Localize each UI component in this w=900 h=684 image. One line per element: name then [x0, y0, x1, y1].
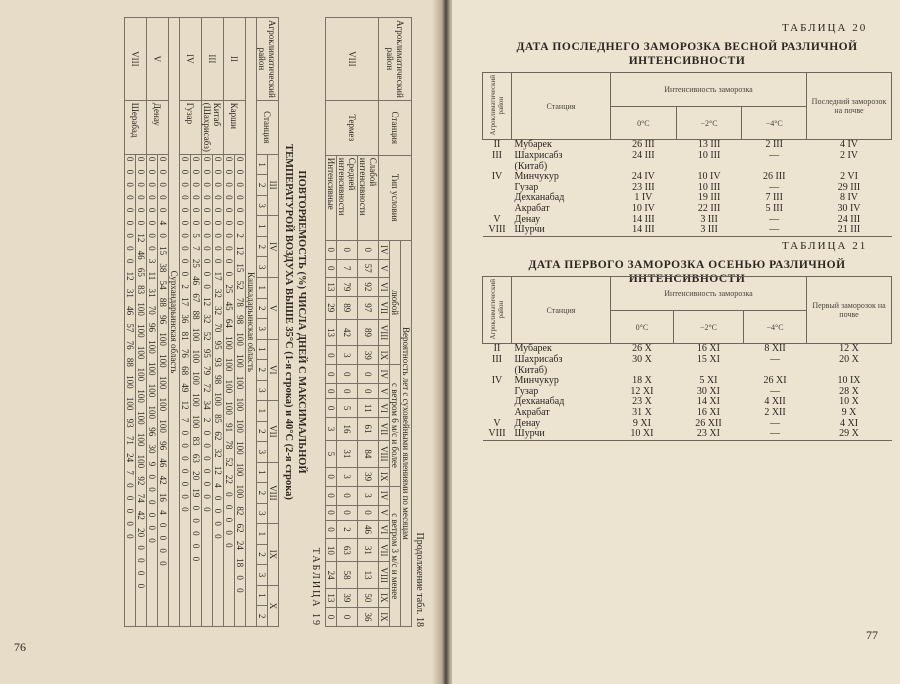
value-row: 0 0 0 0 0 0 0 0 3 11 31 70 96 100 100 100 100 96 30 9 0 0 0 0 0 0	[147, 154, 158, 626]
value-cell: 0	[326, 520, 337, 539]
value-row: 0 0 0 0 0 4 0 15 38 54 88 96 100 100 100 100 100 96 46 42 16 4 0 0 0 0	[158, 154, 169, 626]
region-cell: III	[492, 354, 502, 366]
station-cell: Акрабат	[514, 203, 550, 215]
value-cell: 11	[358, 399, 379, 418]
table-row	[483, 204, 892, 215]
prob-header: Вероятность лет с суховейными явлениями по месяцам	[401, 240, 412, 626]
soil-frost-cell: 2 VI	[840, 171, 858, 183]
soil-frost-cell: 29 X	[839, 428, 859, 440]
page-number-right: 77	[866, 628, 878, 642]
value-cell: 5	[326, 440, 337, 467]
temp-0-cell: 9 XI	[632, 417, 651, 429]
value-cell: 46	[358, 520, 379, 539]
month-header: IX	[268, 524, 279, 586]
region-cell: VIII	[125, 18, 147, 101]
t21-col-0: 0°C	[611, 310, 674, 344]
station-cell: Денау	[147, 100, 169, 154]
table-20	[482, 72, 892, 237]
temp-m2-cell: 19 III	[697, 192, 721, 204]
temp-0-cell: 14 III	[632, 224, 655, 236]
temp-m2-cell: 16 XI	[696, 343, 720, 355]
region-cell: III	[492, 150, 502, 162]
station-cell: Мубарек	[514, 343, 552, 355]
value-cell: 36	[358, 607, 379, 626]
table-21-title: ДАТА ПЕРВОГО ЗАМОРОЗКА ОСЕНЬЮ РАЗЛИЧНОЙ ИНТЕНСИВНОСТИ	[528, 259, 846, 285]
table-18	[325, 17, 412, 627]
value-cell: 0	[326, 486, 337, 505]
table-20-title-2: ИНТЕНСИВНОСТИ	[628, 55, 746, 67]
decade-header: 3	[257, 503, 268, 524]
value-cell: 10	[326, 539, 337, 562]
value-cell: 0	[358, 240, 379, 259]
value-cell: 0	[337, 607, 358, 626]
value-cell: 13	[326, 588, 337, 607]
region-cell: V	[493, 213, 501, 225]
value-cell: 0	[326, 346, 337, 365]
oblast-name: Кашкадарьинская область	[246, 18, 257, 627]
value-cell: 0	[337, 240, 358, 259]
value-cell: 24	[326, 562, 337, 589]
decade-header: 3	[257, 442, 268, 463]
value-cell: 0	[326, 365, 337, 384]
value-cell: 39	[358, 346, 379, 365]
wind3-header: с ветром 3 м/с и менее	[390, 486, 401, 626]
t20-col-m4: −4°C	[742, 106, 807, 140]
value-cell: 58	[337, 562, 358, 589]
value-cell: 92	[358, 277, 379, 296]
t20-soil-header: Последний заморозок на почве	[807, 73, 892, 140]
station-cell: (Китаб)	[514, 160, 548, 172]
right-page	[452, 0, 900, 684]
station-cell: Гузар	[514, 181, 539, 193]
soil-frost-cell: 24 III	[837, 213, 861, 225]
value-row: 0 0 0 0 0 0 0 0 0 17 32 32 70 95 93 98 100 85 62 32 12 4 0 0 0 0	[213, 154, 224, 626]
month-header: VII	[379, 539, 390, 562]
month-header: VII	[379, 296, 390, 319]
temp-m4-cell: 7 III	[765, 192, 783, 204]
wind6-header: с ветром 6 м/с и более	[390, 365, 401, 486]
value-cell: 0	[326, 505, 337, 520]
station-cell: Акрабат	[514, 407, 550, 419]
temp-m4-cell: —	[769, 224, 780, 236]
month-header: VI	[379, 277, 390, 296]
decade-header: 2	[257, 175, 268, 196]
temp-m4-cell: —	[770, 385, 780, 397]
t21-station-header: Станция	[512, 277, 611, 344]
t21-col-m2: −2°C	[673, 310, 743, 344]
col-region-header: Агроклиматический район	[379, 18, 412, 101]
decade-header: 2	[257, 606, 268, 627]
soil-frost-cell: 21 III	[837, 224, 861, 236]
temp-m4-cell: —	[769, 181, 780, 193]
oblast-name: Сурхандарьинская область	[169, 18, 180, 627]
col-type-header: Тип условия	[379, 155, 412, 240]
temp-m2-cell: 3 III	[700, 224, 718, 236]
value-cell: 0	[326, 240, 337, 259]
value-cell: 89	[337, 296, 358, 319]
table-row	[483, 408, 892, 419]
table-row	[483, 429, 892, 440]
type-cell: Средней интенсивности	[337, 155, 358, 240]
temp-0-cell: 24 III	[632, 150, 655, 162]
any-header: любой	[390, 240, 401, 365]
value-row: 0 0 0 0 0 0 0 0 0 0 0 12 32 52 95 79 72 34 2 0 0 0 0 0 0 0	[202, 154, 213, 626]
temp-0-cell: 26 X	[632, 343, 652, 355]
table-19-title-1: ПОВТОРЯЕМОСТЬ (%) ЧИСЛА ДНЕЙ С МАКСИМАЛЬНОЙ	[296, 170, 307, 474]
temp-0-cell: 23 III	[632, 181, 655, 193]
temp-m2-cell: 3 III	[700, 213, 718, 225]
table-row	[483, 376, 892, 387]
t21-region-header: Агроклиматический район	[489, 279, 505, 340]
temp-m4-cell: 2 XII	[764, 407, 786, 419]
value-cell: 0	[358, 384, 379, 399]
t19-station-header: Станция	[257, 100, 279, 154]
month-header: V	[379, 384, 390, 399]
month-header: VI	[268, 339, 279, 401]
value-cell: 89	[358, 319, 379, 346]
decade-header: 1	[257, 154, 268, 175]
region-cell: IV	[491, 375, 503, 387]
month-header: VIII	[379, 440, 390, 467]
month-header: V	[379, 259, 390, 277]
value-cell: 3	[358, 486, 379, 505]
temp-0-cell: 1 IV	[634, 192, 653, 204]
month-header: IV	[268, 216, 279, 278]
temp-m2-cell: 23 XI	[696, 428, 720, 440]
soil-frost-cell: 10 IX	[837, 375, 861, 387]
type-cell: Слабой интенсивности	[358, 155, 379, 240]
value-cell: 31	[358, 539, 379, 562]
temp-m4-cell: —	[770, 428, 780, 440]
station-cell: Дехканабад	[514, 192, 565, 204]
soil-frost-cell: 20 X	[839, 354, 859, 366]
table-row	[483, 172, 892, 183]
decade-header: 3	[257, 257, 268, 278]
value-cell: 3	[326, 418, 337, 441]
region-cell: II	[493, 139, 501, 151]
decade-header: 2	[257, 298, 268, 319]
month-header: IX	[379, 467, 390, 486]
month-header: X	[268, 585, 279, 626]
station-cell: Дехканабад	[514, 396, 565, 408]
month-header: VI	[379, 399, 390, 418]
station-cell: Денау	[514, 213, 541, 225]
value-cell: 0	[358, 365, 379, 384]
temp-0-cell: 14 III	[632, 213, 655, 225]
station-cell: Шахрисабз	[514, 150, 563, 162]
t21-col-m4: −4°C	[744, 310, 807, 344]
region-cell: III	[202, 18, 224, 101]
table-row	[191, 18, 202, 627]
value-cell: 42	[337, 319, 358, 346]
value-cell: 39	[358, 467, 379, 486]
soil-frost-cell: 8 IV	[839, 192, 859, 204]
table-19-title-2: ТЕМПЕРАТУРОЙ ВОЗДУХА ВЫШЕ 35°С (1-я строка) и 40°С (2-я строка)	[283, 144, 294, 500]
value-cell: 50	[358, 588, 379, 607]
value-cell: 7	[337, 259, 358, 277]
temp-0-cell: 23 X	[632, 396, 652, 408]
decade-header: 1	[257, 277, 268, 298]
month-header: V	[379, 505, 390, 520]
region-cell	[483, 183, 512, 194]
temp-m4-cell: —	[769, 150, 780, 162]
value-cell: 57	[358, 259, 379, 277]
station-cell: Гузар	[180, 100, 202, 154]
table-21-label: ТАБЛИЦА 21	[782, 240, 868, 252]
temp-m4-cell: 4 XII	[764, 396, 786, 408]
t20-col-m2: −2°C	[676, 106, 742, 140]
decade-header: 2	[257, 236, 268, 257]
temp-m2-cell: 16 XI	[696, 407, 720, 419]
soil-frost-cell: 2 IV	[839, 150, 859, 162]
value-cell: 0	[337, 365, 358, 384]
table-row	[358, 18, 379, 627]
station-cell: Минчукур	[514, 375, 559, 387]
decade-header: 1	[257, 339, 268, 360]
temp-m4-cell: 2 III	[765, 139, 783, 151]
value-cell: 5	[337, 399, 358, 418]
region-cell: VIII	[488, 428, 506, 440]
value-cell: 79	[337, 277, 358, 296]
soil-frost-cell: 30 IV	[837, 203, 861, 215]
soil-frost-cell: 28 X	[839, 385, 859, 397]
region-cell	[483, 397, 512, 408]
temp-0-cell: 31 X	[632, 407, 652, 419]
table-21	[482, 276, 892, 441]
station-cell: Шурчи	[514, 428, 545, 440]
temp-0-cell: 24 IV	[631, 171, 655, 183]
continuation-label: Продолжение табл. 18	[414, 532, 425, 627]
t21-soil-header: Первый заморозок на почве	[807, 277, 892, 344]
station-cell: Мубарек	[514, 139, 552, 151]
temp-m4-cell: —	[770, 354, 780, 366]
value-cell: 0	[337, 486, 358, 505]
value-cell: 97	[358, 296, 379, 319]
oblast-row	[169, 18, 180, 627]
station-cell: Термез	[326, 100, 379, 155]
month-header: IV	[379, 486, 390, 505]
temp-m2-cell: 13 III	[697, 139, 721, 151]
decade-header: 1	[257, 216, 268, 237]
temp-0-cell: 18 X	[632, 375, 652, 387]
value-cell: 13	[358, 562, 379, 589]
table-row	[158, 18, 169, 627]
region-cell	[483, 193, 512, 204]
soil-frost-cell: 10 X	[839, 396, 859, 408]
region-cell: VIII	[488, 224, 506, 236]
decade-header: 3	[257, 319, 268, 340]
t20-station-header: Станция	[512, 73, 611, 140]
value-cell: 3	[337, 467, 358, 486]
month-header: IV	[379, 240, 390, 259]
station-cell: Шурчи	[514, 224, 545, 236]
value-cell: 2	[337, 520, 358, 539]
col-station-header: Станция	[379, 100, 412, 155]
decade-header: 2	[257, 483, 268, 504]
month-header: IV	[379, 365, 390, 384]
value-cell: 31	[337, 440, 358, 467]
temp-m2-cell: 10 III	[697, 181, 721, 193]
decade-header: 1	[257, 401, 268, 422]
value-cell: 0	[358, 505, 379, 520]
decade-header: 3	[257, 565, 268, 586]
value-cell: 84	[358, 440, 379, 467]
decade-header: 2	[257, 544, 268, 565]
temp-m2-cell: 14 XI	[696, 396, 720, 408]
month-header: VIII	[379, 319, 390, 346]
table-row	[136, 18, 147, 627]
month-header: VII	[268, 401, 279, 463]
table-row	[235, 18, 246, 627]
month-header: IX	[379, 588, 390, 607]
value-cell: 0	[326, 467, 337, 486]
region-cell: V	[147, 18, 169, 101]
station-cell: Карши	[224, 100, 246, 154]
value-cell: 29	[326, 296, 337, 319]
decade-header: 1	[257, 524, 268, 545]
table-20-title-1: ДАТА ПОСЛЕДНЕГО ЗАМОРОЗКА ВЕСНОЙ РАЗЛИЧНОЙ	[516, 41, 858, 53]
soil-frost-cell: 9 X	[841, 407, 857, 419]
decade-header: 2	[257, 421, 268, 442]
value-cell: 0	[337, 505, 358, 520]
region-cell	[483, 387, 512, 398]
rotated-tables	[15, 17, 425, 627]
decade-header: 3	[257, 195, 268, 216]
value-cell: 16	[337, 418, 358, 441]
station-cell: Гузар	[514, 385, 539, 397]
table-row	[213, 18, 224, 627]
type-cell: Интенсивные	[326, 155, 337, 240]
value-cell: 39	[337, 588, 358, 607]
value-row: 0 0 0 0 0 0 12 46 65 83 100 100 100 100 100 100 100 100 92 74 42 20 0 0 0 0	[136, 154, 147, 626]
month-header: IX	[379, 607, 390, 626]
region-cell: VIII	[326, 18, 379, 101]
soil-frost-cell: 4 IV	[839, 139, 859, 151]
station-cell: Денау	[514, 417, 541, 429]
table-19-label: ТАБЛИЦА 19	[310, 547, 321, 627]
value-row: 0 0 0 0 0 0 5 7 25 46 67 88 100 100 100 100 100 83 63 20 19 0 0 0 0 0	[191, 154, 202, 626]
temp-m4-cell: 5 III	[765, 203, 783, 215]
t20-intensity-header: Интенсивность заморозка	[611, 73, 807, 107]
table-19	[124, 17, 279, 627]
temp-0-cell: 12 XI	[630, 385, 654, 397]
temp-m2-cell: 22 III	[697, 203, 721, 215]
temp-m4-cell: 8 XII	[764, 343, 786, 355]
temp-0-cell: 10 IV	[631, 203, 655, 215]
temp-m2-cell: 10 IV	[697, 171, 721, 183]
value-row: 0 0 0 0 0 0 0 0 0 12 31 46 57 76 88 100 100 93 71 24 7 0 0 0 0 0	[125, 154, 136, 626]
decade-header: 1	[257, 462, 268, 483]
decade-header: 3	[257, 380, 268, 401]
region-cell: IV	[491, 171, 503, 183]
month-header: IX	[379, 346, 390, 365]
value-cell: 63	[337, 539, 358, 562]
month-header: VI	[379, 520, 390, 539]
month-header: III	[268, 154, 279, 216]
temp-m2-cell: 15 XI	[696, 354, 720, 366]
value-row: 0 0 0 0 0 0 0 0 0 0 2 17 36 81 76 68 49 12 7 0 0 0 0 0 0 0	[180, 154, 191, 626]
station-cell: Шахрисабз	[514, 354, 563, 366]
value-row: 0 0 0 0 0 0 2 12 15 52 78 98 100 100 100 100 100 100 100 100 82 62 24 18 0 0	[235, 154, 246, 626]
temp-m4-cell: —	[770, 417, 780, 429]
value-cell: 61	[358, 418, 379, 441]
month-header: VII	[379, 418, 390, 441]
value-cell: 0	[337, 384, 358, 399]
temp-m4-cell: 26 XI	[763, 375, 787, 387]
decade-header: 2	[257, 360, 268, 381]
value-row: 0 0 0 0 0 0 0 0 0 0 25 45 64 100 100 100 100 91 78 52 22 0 0 0 0 0	[224, 154, 235, 626]
station-cell: (Китаб)	[514, 364, 548, 376]
t20-col-0: 0°C	[611, 106, 677, 140]
oblast-row	[246, 18, 257, 627]
station-cell: Китаб (Шахрисабз)	[202, 100, 224, 154]
temp-0-cell: 30 X	[632, 354, 652, 366]
month-header: VIII	[379, 562, 390, 589]
region-cell: II	[493, 343, 501, 355]
temp-m4-cell: —	[769, 213, 780, 225]
value-cell: 0	[326, 607, 337, 626]
table-20-label: ТАБЛИЦА 20	[782, 22, 868, 34]
t20-region-header: Агроклиматический район	[489, 75, 505, 136]
month-header: VIII	[268, 462, 279, 524]
t21-intensity-header: Интенсивность заморозка	[611, 277, 807, 311]
value-cell: 0	[326, 399, 337, 418]
soil-frost-cell: 4 XI	[839, 417, 859, 429]
station-cell: Минчукур	[514, 171, 559, 183]
value-cell: 13	[326, 319, 337, 346]
left-page	[0, 0, 440, 684]
temp-m2-cell: 26 XII	[695, 417, 722, 429]
temp-m2-cell: 10 III	[697, 150, 721, 162]
temp-m2-cell: 5 XI	[699, 375, 718, 387]
soil-frost-cell: 12 X	[839, 343, 859, 355]
station-cell: Шерабад	[125, 100, 147, 154]
temp-m4-cell: 26 III	[762, 171, 786, 183]
decade-header: 1	[257, 585, 268, 606]
value-cell: 0	[326, 384, 337, 399]
table-row	[483, 225, 892, 236]
region-cell: IV	[180, 18, 202, 101]
value-cell: 13	[326, 277, 337, 296]
temp-0-cell: 26 III	[632, 139, 655, 151]
page-number-left: 76	[14, 640, 26, 654]
region-cell: V	[493, 417, 501, 429]
value-cell: 0	[326, 259, 337, 277]
soil-frost-cell: 29 III	[837, 181, 861, 193]
value-cell: 3	[337, 346, 358, 365]
temp-m2-cell: 30 XI	[696, 385, 720, 397]
month-header: V	[268, 277, 279, 339]
temp-0-cell: 10 XI	[630, 428, 654, 440]
region-cell: II	[224, 18, 246, 101]
t19-region-header: Агроклиматический район	[257, 18, 279, 101]
